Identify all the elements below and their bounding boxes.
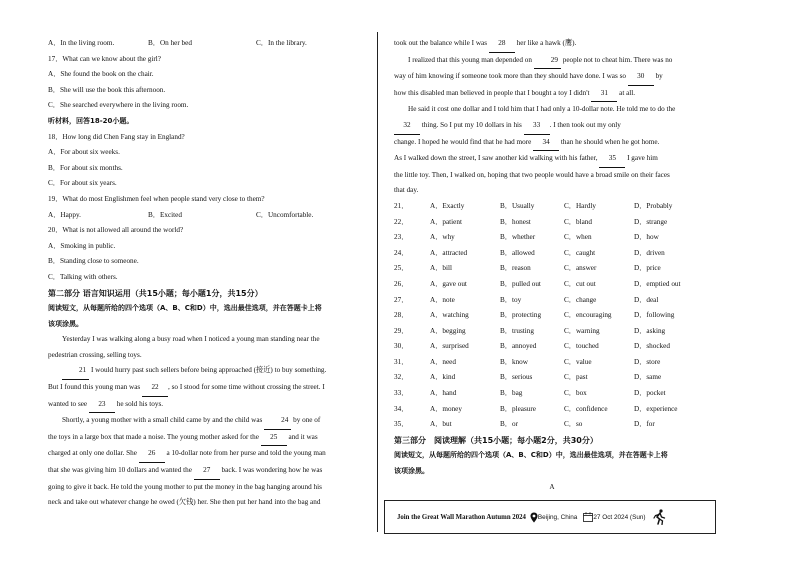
option-choice: A．money <box>430 404 462 413</box>
option-choice: B．honest <box>500 217 531 226</box>
option-choice: C．bland <box>564 217 592 226</box>
blank-34: 34 <box>533 135 559 152</box>
passage-line: pedestrian crossing, selling toys. <box>48 350 142 359</box>
option-number: 32． <box>394 373 409 382</box>
passage-line: how this disabled man believed in people that I bought a toy I didn't 31 at all. <box>394 86 710 103</box>
left-column <box>48 36 368 511</box>
blank-33: 33 <box>524 118 550 135</box>
option-choice: C．warning <box>564 326 600 335</box>
part2-instruction-cont: 该项涂黑。 <box>48 319 83 328</box>
option-choice: B．serious <box>500 373 533 382</box>
option-c: C．She searched everywhere in the living room. <box>48 101 189 110</box>
option-choice: B．protecting <box>500 311 542 320</box>
option-choice: C．when <box>564 233 592 242</box>
passage-line: going to give it back. He told the young mother to put the money in the bag hanging around his <box>48 482 322 491</box>
blank-23: 23 <box>89 397 115 414</box>
option-choice: C．cut out <box>564 279 596 288</box>
option-choice: A．Exactly <box>430 201 465 210</box>
option-choice: C．answer <box>564 264 597 273</box>
option-choice: A．but <box>430 420 452 429</box>
option-a: A．Happy. <box>48 210 81 219</box>
passage-line: that day. <box>394 186 419 195</box>
passage-line: 32 thing. So I put my 10 dollars in his 33 . I then took out my only <box>394 118 710 135</box>
blank-25: 25 <box>261 430 287 447</box>
blank-27: 27 <box>194 463 220 480</box>
option-a: A．She found the book on the chair. <box>48 70 154 79</box>
option-choice: A．surprised <box>430 342 469 351</box>
question-17: 17．What can we know about the girl? <box>48 54 161 63</box>
option-choice: A．attracted <box>430 248 468 257</box>
passage-line: He said it cost one dollar and I told him that I had only a 10-dollar note. He told me to do the <box>408 105 676 114</box>
event-title: Join the Great Wall Marathon Autumn 2024 <box>397 513 526 521</box>
option-b: B．Excited <box>148 210 182 219</box>
passage-line: neck and take out whatever change he owed (欠钱) her. She then put her hand into the bag and <box>48 498 321 507</box>
option-choice: B．Usually <box>500 201 535 210</box>
option-choice: D．same <box>634 373 662 382</box>
question-20: 20．What is not allowed all around the world? <box>48 226 184 235</box>
option-choice: A．kind <box>430 373 456 382</box>
option-number: 26． <box>394 279 409 288</box>
option-choice: B．allowed <box>500 248 535 257</box>
column-divider <box>377 32 378 532</box>
right-column <box>394 36 710 495</box>
option-choice: C．change <box>564 295 597 304</box>
passage-line: But I found this young man was 22 , so I stood for some time without crossing the street. I <box>48 380 368 397</box>
option-choice: B．know <box>500 357 528 366</box>
option-choice: D．emptied out <box>634 279 681 288</box>
passage-line: Yesterday I was walking along a busy road when I noticed a young man standing near the <box>62 335 320 344</box>
option-b: B．For about six months. <box>48 163 123 172</box>
option-b: B．Standing close to someone. <box>48 257 139 266</box>
part3-instruction: 阅读短文，从每题所给的四个选项（A、B、C和D）中，选出最佳选项，并在答题卡上将 <box>394 451 668 460</box>
part3-instruction-cont: 该项涂黑。 <box>394 467 429 476</box>
option-choice: B．pulled out <box>500 279 541 288</box>
option-choice: A．need <box>430 357 456 366</box>
answer-options-table <box>394 199 710 433</box>
passage-line: wanted to see 23 he sold his toys. <box>48 397 368 414</box>
option-number: 30． <box>394 342 409 351</box>
option-choice: C．value <box>564 357 592 366</box>
option-choice: D．price <box>634 264 661 273</box>
passage-line: that she was giving him 10 dollars and wanted the 27 back. I was wondering how he was <box>48 463 368 480</box>
option-number: 24． <box>394 248 409 257</box>
blank-30: 30 <box>628 69 654 86</box>
option-choice: A．gave out <box>430 279 467 288</box>
option-choice: C．encouraging <box>564 311 612 320</box>
option-number: 35． <box>394 420 409 429</box>
blank-26: 26 <box>139 446 165 463</box>
option-choice: D．for <box>634 420 655 429</box>
option-choice: C．touched <box>564 342 599 351</box>
option-choice: D．experience <box>634 404 678 413</box>
part2-instruction: 阅读短文，从每题所给的四个选项（A、B、C和D）中，选出最佳选项，并在答题卡上将 <box>48 304 322 313</box>
blank-32: 32 <box>394 118 420 135</box>
option-choice: D．strange <box>634 217 668 226</box>
option-a: A．In the living room. <box>48 39 115 47</box>
option-number: 23． <box>394 233 409 242</box>
part3-title: 第三部分 阅读理解（共15小题；每小题2分，共30分） <box>394 435 598 445</box>
option-choice: C．past <box>564 373 588 382</box>
option-choice: A．patient <box>430 217 462 226</box>
option-choice: B．pleasure <box>500 404 536 413</box>
option-choice: D．pocket <box>634 389 666 398</box>
passage-line: the toys in a large box that made a noise. The young mother asked for the 25 and it was <box>48 430 368 447</box>
option-choice: C．confidence <box>564 404 608 413</box>
calendar-icon <box>583 512 593 522</box>
option-number: 22． <box>394 217 409 226</box>
blank-21: 21 <box>62 363 89 380</box>
option-choice: B．bag <box>500 389 523 398</box>
option-choice: C．so <box>564 420 583 429</box>
option-choice: B．annoyed <box>500 342 537 351</box>
marathon-banner <box>384 500 716 534</box>
option-choice: D．asking <box>634 326 666 335</box>
blank-35: 35 <box>599 151 625 168</box>
option-c: C．For about six years. <box>48 179 117 188</box>
option-choice: D．shocked <box>634 342 670 351</box>
option-a: A．For about six weeks. <box>48 148 120 157</box>
option-choice: B．reason <box>500 264 531 273</box>
option-choice: A．hand <box>430 389 457 398</box>
option-choice: B．or <box>500 420 518 429</box>
option-choice: D．Probably <box>634 201 673 210</box>
option-c: C．In the library. <box>256 39 307 47</box>
blank-22: 22 <box>142 380 168 397</box>
q19-options <box>48 208 368 224</box>
option-number: 28． <box>394 311 409 320</box>
option-number: 25． <box>394 264 409 273</box>
option-choice: D．driven <box>634 248 665 257</box>
option-number: 29． <box>394 326 409 335</box>
passage-line: the little toy. Then, I walked on, hoping that two people would have a broad smile on their faces <box>394 170 670 179</box>
option-choice: B．trusting <box>500 326 534 335</box>
blank-29: 29 <box>534 53 561 70</box>
part2-title: 第二部分 语言知识运用（共15小题；每小题1分，共15分） <box>48 288 263 298</box>
runner-icon <box>652 509 666 525</box>
option-choice: A．bill <box>430 264 452 273</box>
passage-line: I realized that this young man depended on 29 people not to cheat him. There was no <box>394 53 710 70</box>
option-number: 21． <box>394 201 409 210</box>
option-choice: B．toy <box>500 295 522 304</box>
passage-label: A <box>549 482 555 491</box>
option-b: B．On her bed <box>148 39 192 47</box>
blank-28: 28 <box>489 36 515 53</box>
option-choice: A．note <box>430 295 455 304</box>
option-choice: A．begging <box>430 326 466 335</box>
option-choice: D．store <box>634 357 661 366</box>
option-c: C．Uncomfortable. <box>256 210 314 219</box>
option-choice: D．how <box>634 233 659 242</box>
passage-line: Shortly, a young mother with a small child came by and the child was 24 by one of <box>48 413 368 430</box>
event-date: 27 Oct 2024 (Sun) <box>593 513 646 521</box>
option-choice: B．whether <box>500 233 536 242</box>
option-number: 31． <box>394 357 409 366</box>
question-18: 18．How long did Chen Fang stay in England? <box>48 132 185 141</box>
option-choice: A．watching <box>430 311 469 320</box>
option-choice: D．deal <box>634 295 659 304</box>
event-location: Beijing, China <box>537 513 578 521</box>
option-choice: C．box <box>564 389 587 398</box>
option-choice: D．following <box>634 311 675 320</box>
option-choice: C．caught <box>564 248 596 257</box>
blank-24: 24 <box>264 413 291 430</box>
option-choice: C．Hardly <box>564 201 596 210</box>
option-c: C．Talking with others. <box>48 272 118 281</box>
option-a: A．Smoking in public. <box>48 241 116 250</box>
blank-31: 31 <box>591 86 617 103</box>
location-pin-icon <box>530 512 538 523</box>
question-19: 19．What do most Englishmen feel when people stand very close to them? <box>48 194 265 203</box>
option-number: 33． <box>394 389 409 398</box>
passage-line: change. I hoped he would find that he had more 34 than he should when he got home. <box>394 135 710 152</box>
passage-line: charged at only one dollar. She 26 a 10-dollar note from her purse and told the young man <box>48 446 368 463</box>
option-choice: A．why <box>430 233 455 242</box>
option-b: B．She will use the book this afternoon. <box>48 85 166 94</box>
q16-options <box>48 36 368 52</box>
passage-line: took out the balance while I was 28 her like a hawk (鹰). <box>394 36 710 53</box>
listening-instruction: 听材料，回答18-20小题。 <box>48 116 134 125</box>
passage-line: As I walked down the street, I saw another kid walking with his father, 35 I gave him <box>394 151 710 168</box>
passage-line: way of him knowing if someone took more than they should have done. I was so 30 by <box>394 69 710 86</box>
passage-line: 21 I would hurry past such sellers before being approached (接近) to buy something. <box>48 363 368 380</box>
option-number: 34． <box>394 404 409 413</box>
option-number: 27． <box>394 295 409 304</box>
